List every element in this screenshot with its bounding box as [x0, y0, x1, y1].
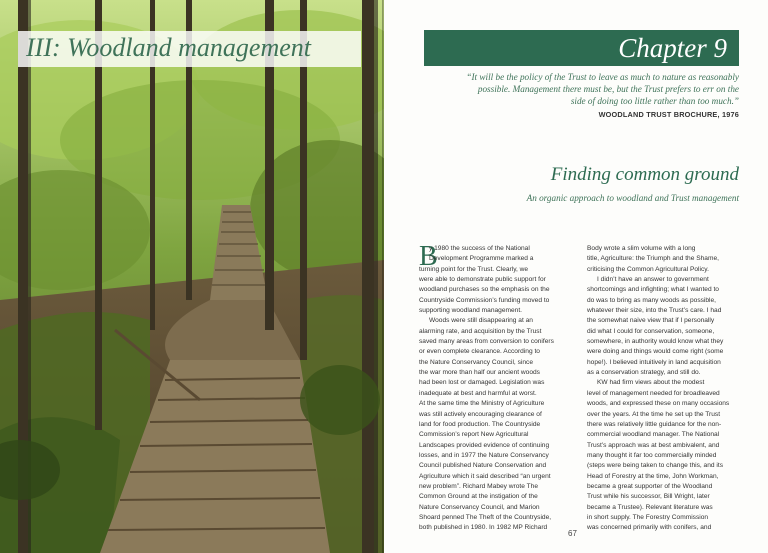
body-line: there was relatively little guidance for the non- [587, 420, 722, 428]
body-column-1 [419, 241, 571, 534]
body-line: Head of Forestry at the time, John Workman, [587, 472, 719, 480]
body-line: KW had firm views about the modest [597, 379, 705, 387]
body-line: (steps were being taken to change this, and its [587, 462, 723, 470]
drop-cap: B [419, 241, 438, 272]
body-line: Common Ground at the instigation of the [419, 493, 538, 501]
body-line: Trust’s approach was at best ambivalent, and [587, 441, 720, 449]
chapter-banner [424, 30, 739, 66]
body-line: Commission’s report New Agricultural [419, 431, 529, 439]
body-line: alarming rate, and acquisition by the Trust [419, 327, 542, 335]
body-line: criticising the Common Agricultural Policy. [587, 265, 709, 273]
body-line: the Nature Conservancy Council, since [419, 358, 533, 366]
section-subtitle: An organic approach to woodland and Trust management [526, 193, 739, 203]
epigraph-source: WOODLAND TRUST BROCHURE, 1976 [598, 110, 739, 119]
body-line: level of management needed for broadleaved [587, 389, 720, 397]
body-line: title, Agriculture: the Triumph and the Shame, [587, 255, 719, 263]
body-line: Shoard penned The Theft of the Countryside, [419, 513, 552, 521]
body-line: Countryside Commission’s funding moved to [419, 296, 550, 304]
body-line: whatever their size, into the Trust’s care. I had [587, 307, 722, 315]
body-line: supporting woodland management. [419, 307, 523, 315]
body-line: became a Trustee). Relevant literature was [587, 503, 713, 511]
body-line: became a great supporter of the Woodland [587, 482, 713, 490]
body-line: somewhere, in authority would know what they [587, 338, 724, 346]
body-line: inadequate at best and harmful at worst. [419, 389, 537, 397]
section-title: Finding common ground [550, 164, 739, 185]
body-line: woodland purchases so the emphasis on the [419, 286, 550, 294]
body-line: losses, and in 1977 the Nature Conservancy [419, 451, 549, 459]
body-line: hope!). I believed intuitively in land acquisition [587, 358, 721, 366]
body-line: land for food production. The Countryside [419, 420, 541, 428]
body-column-2 [587, 244, 739, 534]
body-line: Body wrote a slim volume with a long [587, 245, 696, 252]
body-line: Nature Conservancy Council, and Marion [419, 503, 540, 511]
body-line: new problem”. Richard Mabey wrote The [419, 482, 538, 490]
body-line: shortcomings and infighting; what I wanted to [587, 286, 719, 294]
epigraph [428, 71, 739, 107]
body-line: many thought it far too commercially minded [587, 451, 717, 459]
body-line: in short supply. The Forestry Commission [587, 513, 709, 521]
body-line: Agriculture which it said described “an urgent [419, 472, 551, 480]
body-line: both published in 1980. In 1982 MP Richard [419, 524, 548, 532]
body-line: turning point for the Trust. Clearly, we [419, 265, 529, 273]
body-line: Trust while his successor, Bill Wright, later [587, 493, 710, 501]
body-line: y 1980 the success of the National [429, 245, 530, 252]
body-line: saved many areas from conversion to conifers [419, 338, 554, 346]
body-line: were able to demonstrate public support for [419, 276, 546, 284]
body-line: over the years. At the time he set up the Trust [587, 410, 721, 418]
body-line: had been lost or damaged. Legislation was [419, 379, 545, 387]
body-line: Council published Nature Conservation and [419, 462, 547, 470]
body-line: or even complete clearance. According to [419, 348, 540, 356]
epigraph-line: possible. Management there must be, but the Trust prefers to err on the [477, 84, 739, 94]
body-line: do was to bring as many woods as possible, [587, 296, 717, 304]
body-line: did what I could for conservation, someone, [587, 327, 715, 335]
body-line: was still actively encouraging clearance of [419, 410, 542, 418]
body-line: Landscapes provided evidence of continuing [419, 441, 550, 449]
right-page [384, 0, 768, 553]
body-line: I didn’t have an answer to government [597, 276, 709, 284]
part-title: III: Woodland management [26, 33, 311, 62]
epigraph-line: side of doing too little rather than too much.” [570, 96, 739, 106]
page-number: 67 [568, 529, 577, 538]
body-line: Development Programme marked a [429, 255, 534, 263]
body-line: as a conservation strategy, and still do. [587, 369, 701, 377]
epigraph-line: “It will be the policy of the Trust to leave as much to nature as reasonably [466, 72, 739, 82]
body-line: was concerned primarily with conifers, and [587, 524, 712, 532]
body-line: the war more than half our ancient woods [419, 369, 540, 377]
body-line: At the same time the Ministry of Agriculture [419, 400, 545, 408]
body-line: the somewhat naive view that if I personally [587, 317, 715, 325]
body-line: Woods were still disappearing at an [429, 317, 533, 325]
body-line: were doing and things would come right (some [587, 348, 724, 356]
body-line: woods, and expressed these on many occasions [587, 400, 730, 408]
body-line: commercial woodland manager. The National [587, 431, 720, 439]
chapter-title: Chapter 9 [618, 33, 727, 63]
